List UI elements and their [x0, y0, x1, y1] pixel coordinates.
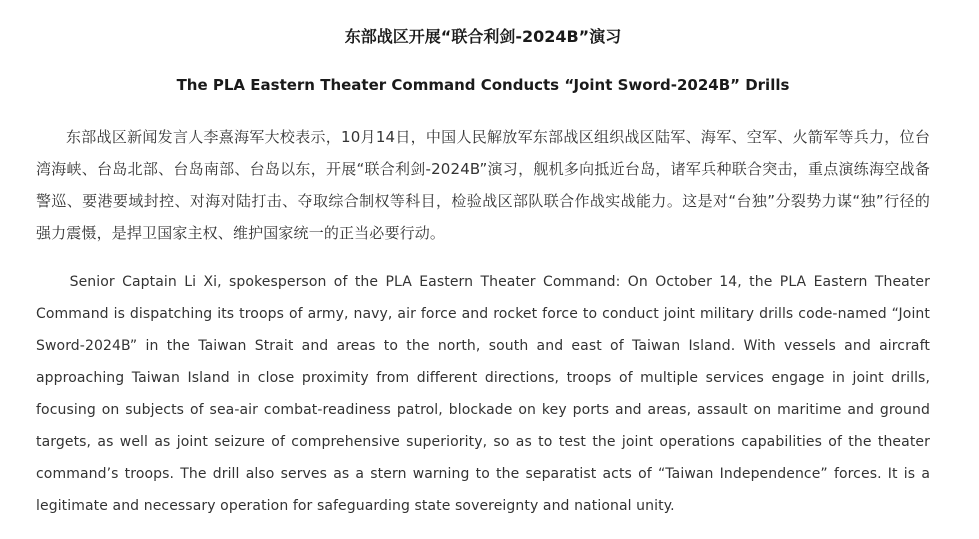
article-title-chinese: 东部战区开展“联合利剑-2024B”演习 — [344, 27, 622, 46]
article — [36, 0, 930, 522]
article-title-english: The PLA Eastern Theater Command Conducts “Joint Sword-2024B” Drills — [176, 76, 790, 94]
article-paragraph-chinese: 东部战区新闻发言人李熹海军大校表示，10月14日，中国人民解放军东部战区组织战区陆军、海军、空军、火箭军等兵力，位台湾海峡、台岛北部、台岛南部、台岛以东，开展“联合利剑-2024B”演习，舰机多向抵近台岛，诸军兵种联合突击，重点演练海空战备警巡、要港要域封控、对海对陆打击、夺取综合制权等科目，检验战区部队联合作战实战能力。这是对“台独”分裂势力谋“独”行径的强力震慑，是捍卫国家主权、维护国家统一的正当必要行动。 — [36, 128, 930, 242]
article-paragraph-english: Senior Captain Li Xi, spokesperson of the PLA Eastern Theater Command: On October 14, the PLA Eastern Theater Command is dispatching its troops of army, navy, air force and rocket force to conduct joint military drills code-named “Joint Sword-2024B” in the Taiwan Strait and areas to the north, south and east of Taiwan Island. With vessels and aircraft approaching Taiwan Island in close proximity from different directions, troops of multiple services engage in joint drills, focusing on subjects of sea-air combat-readiness patrol, blockade on key ports and areas, assault on maritime and ground targets, as well as joint seizure of comprehensive superiority, so as to test the joint operations capabilities of the theater command’s troops. The drill also serves as a stern warning to the separatist acts of “Taiwan Independence” forces. It is a legitimate and necessary operation for safeguarding state sovereignty and national unity. — [36, 274, 930, 514]
